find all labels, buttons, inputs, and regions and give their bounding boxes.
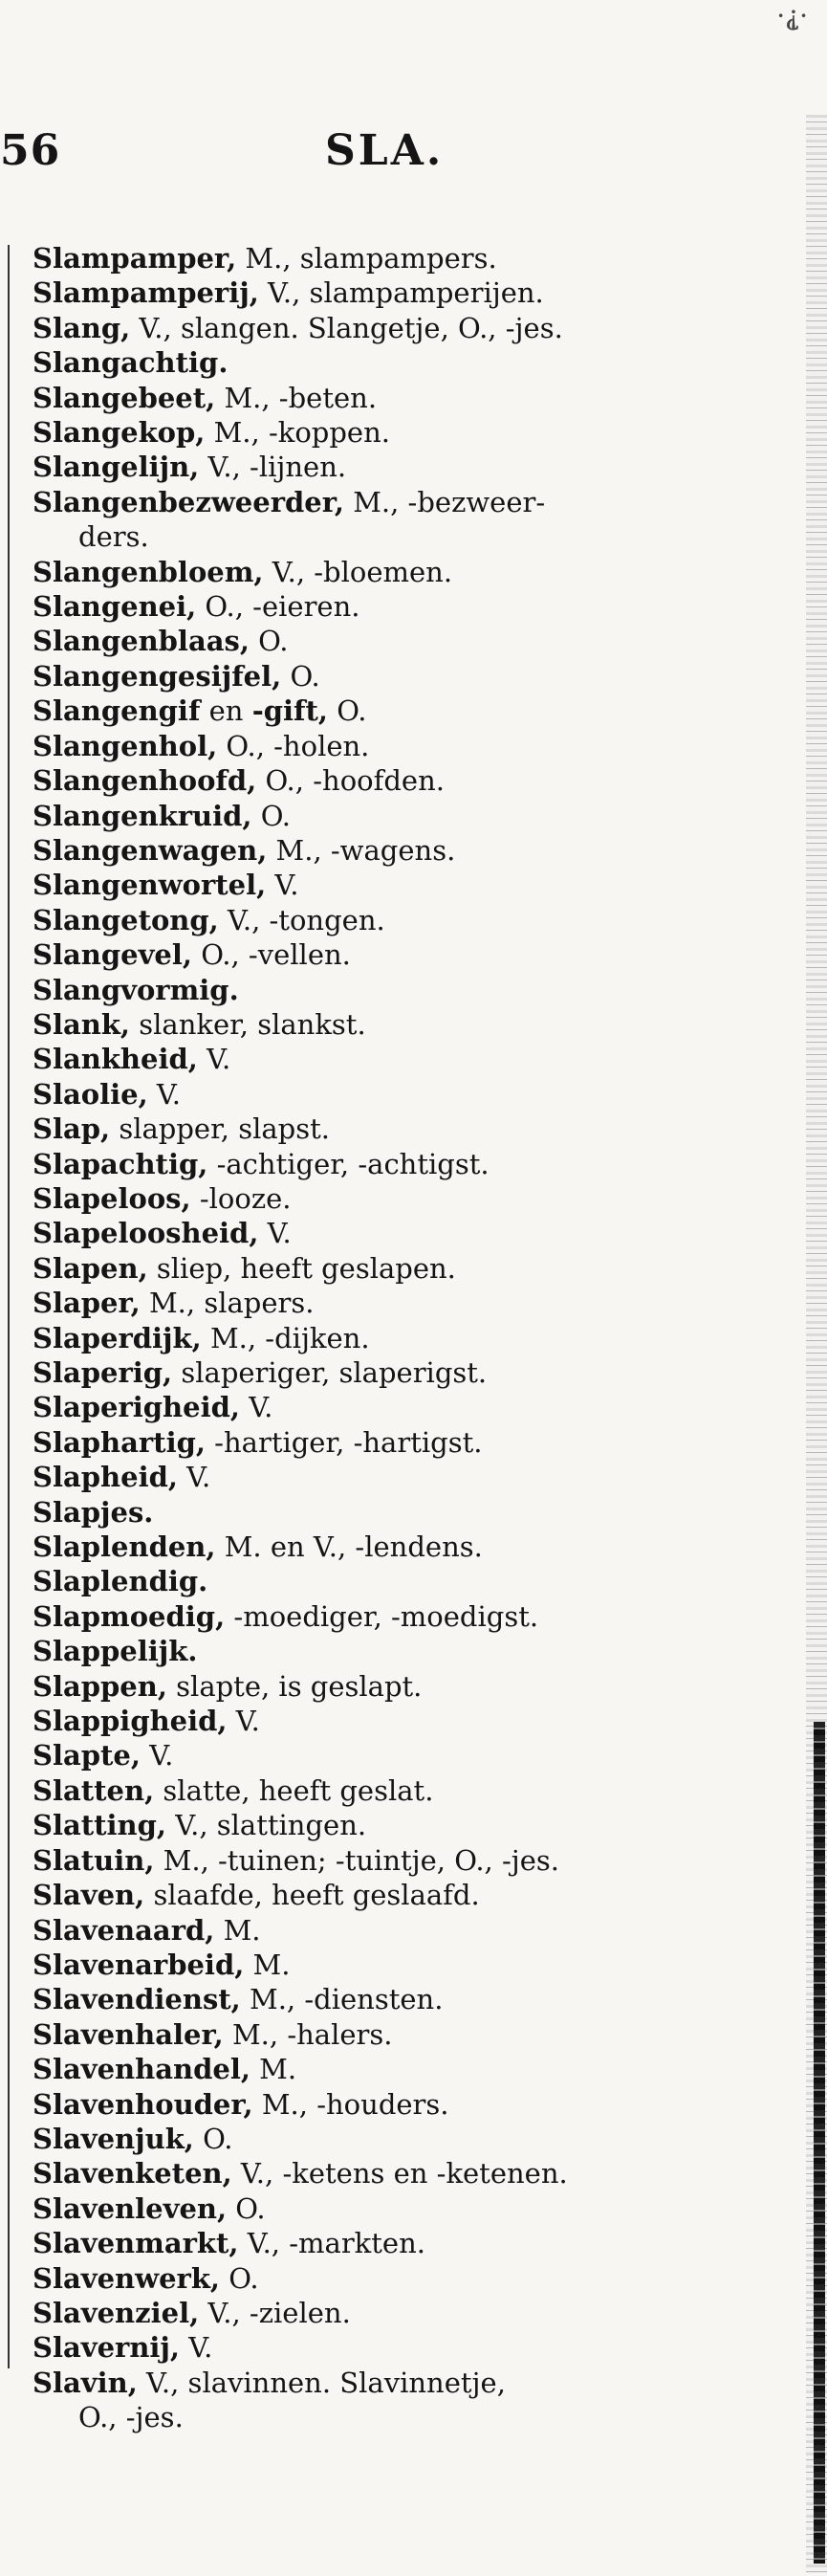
dictionary-entry — [33, 1251, 778, 1286]
entry-definition: -looze. — [190, 1181, 292, 1215]
entry-headword: Slavenaard, — [33, 1913, 215, 1947]
dictionary-entry — [33, 1808, 778, 1842]
entry-definition: O. — [220, 2261, 259, 2295]
entry-headword: Slangengif — [33, 694, 201, 728]
dictionary-entry — [33, 2087, 778, 2122]
entry-headword: Slangenwortel, — [33, 869, 267, 902]
entry-continuation — [33, 2400, 778, 2434]
entry-continuation-text: O., -jes. — [78, 2401, 184, 2434]
dictionary-entry — [33, 2296, 778, 2330]
entry-definition: V. — [197, 1043, 231, 1076]
dictionary-entry — [33, 2226, 778, 2260]
dictionary-entry — [33, 868, 778, 902]
running-head: SLA. — [325, 126, 445, 175]
entry-continuation — [33, 519, 778, 554]
entry-headword: Slangenhoofd, — [33, 764, 257, 798]
dictionary-entry — [33, 2122, 778, 2156]
entry-headword: Slavernij, — [33, 2331, 181, 2365]
entry-headword: Slank, — [33, 1007, 131, 1041]
entry-headword: Slang, — [33, 311, 131, 344]
entry-headword: Slangengesijfel, — [33, 659, 282, 693]
dictionary-entry — [33, 1843, 778, 1878]
dictionary-entry — [33, 2156, 778, 2191]
entry-headword: Slappen, — [33, 1669, 167, 1703]
entry-headword: Slangebeet, — [33, 381, 216, 414]
entry-definition: V. — [147, 1077, 181, 1111]
entry-definition: slapper, slapst. — [110, 1112, 330, 1146]
entry-definition: O. — [193, 2122, 233, 2155]
entry-definition: O., -eieren. — [196, 590, 360, 624]
entry-definition: slanker, slankst. — [130, 1007, 366, 1041]
dictionary-entry — [33, 1321, 778, 1355]
entry-headword: Slapmoedig, — [33, 1599, 226, 1633]
dictionary-entry — [33, 659, 778, 694]
dictionary-entry — [33, 799, 778, 833]
entry-definition: slapte, is geslapt. — [166, 1669, 423, 1703]
entry-headword: Slangvormig. — [33, 973, 239, 1006]
dictionary-entry — [33, 1181, 778, 1216]
entry-headword: Slaperdijk, — [33, 1321, 202, 1354]
entry-headword: Slangetong, — [33, 903, 219, 936]
entry-definition: M., -koppen. — [205, 416, 390, 450]
dictionary-entry — [33, 2330, 778, 2365]
dictionary-entry — [33, 1738, 778, 1772]
dictionary-entry — [33, 1355, 778, 1390]
entry-headword: Slapeloos, — [33, 1181, 191, 1215]
entry-definition: O., -hoofden. — [256, 764, 445, 798]
dictionary-entry — [33, 1112, 778, 1146]
entry-headword: Slangenhol, — [33, 729, 218, 762]
entry-headword: Slatten, — [33, 1773, 155, 1807]
entry-headword: Slap, — [33, 1112, 111, 1146]
entry-definition: -moediger, -moedigst. — [225, 1599, 539, 1633]
dictionary-entry — [33, 2191, 778, 2226]
entry-headword: Slavenhandel, — [33, 2053, 250, 2086]
dictionary-entry — [33, 1564, 778, 1598]
entry-definition: V., slattingen. — [166, 1809, 367, 1842]
entry-definition: V., -ketens en -ketenen. — [231, 2157, 568, 2191]
entry-headword: Slangenbloem, — [33, 555, 264, 588]
dictionary-entry — [33, 311, 778, 345]
entry-definition: V., -tongen. — [218, 903, 385, 936]
dictionary-entry — [33, 903, 778, 937]
entry-headword: Slavenketen, — [33, 2157, 232, 2191]
entry-headword-variant: -gift, — [251, 694, 328, 728]
entry-definition: V., slangen. Slangetje, O., -jes. — [130, 311, 563, 344]
entry-headword: Slangelijn, — [33, 451, 200, 484]
entry-headword: Slangenkruid, — [33, 799, 252, 832]
dictionary-entry — [33, 345, 778, 380]
entry-headword: Slaperig, — [33, 1356, 173, 1389]
dictionary-entry — [33, 381, 778, 415]
page-edge-binding — [814, 1722, 825, 2564]
entry-continuation-text: ders. — [78, 520, 149, 554]
entry-definition: M., -wagens. — [267, 833, 456, 867]
dictionary-entry — [33, 2017, 778, 2052]
entry-definition: V. — [177, 1461, 211, 1494]
entry-headword: Slapjes. — [33, 1495, 154, 1529]
entry-headword: Slangevel, — [33, 938, 192, 972]
page-number: 56 — [0, 126, 61, 175]
entry-headword: Slavenziel, — [33, 2296, 200, 2329]
dictionary-entry — [33, 555, 778, 589]
dictionary-entry — [33, 1704, 778, 1738]
dictionary-entry — [33, 729, 778, 763]
entry-headword: Slavin, — [33, 2366, 138, 2399]
entry-headword: Slangekop, — [33, 416, 206, 450]
entry-headword: Slavenjuk, — [33, 2122, 194, 2155]
entry-headword: Slangenei, — [33, 590, 197, 624]
entry-headword: Slapeloosheid, — [33, 1217, 259, 1250]
entry-definition: V. — [266, 869, 299, 902]
entry-headword: Slapachtig, — [33, 1147, 208, 1180]
dictionary-entry — [33, 1878, 778, 1912]
entry-definition: V. — [227, 1705, 260, 1738]
entry-definition: M. — [244, 1948, 291, 1981]
entry-headword: Slampamper, — [33, 242, 237, 275]
entry-headword: Slatting, — [33, 1809, 167, 1842]
entry-headword: Slaplenden, — [33, 1530, 216, 1564]
entry-definition: slaafde, heeft geslaafd. — [144, 1879, 480, 1912]
dictionary-entry — [33, 2366, 778, 2400]
entry-headword: Slapte, — [33, 1739, 141, 1772]
entry-definition: V., slavinnen. Slavinnetje, — [137, 2366, 506, 2399]
entry-definition: V., -bloemen. — [263, 555, 453, 588]
dictionary-entry — [33, 1634, 778, 1668]
entry-headword: Slappelijk. — [33, 1635, 198, 1668]
dictionary-entry — [33, 1425, 778, 1460]
entry-definition: V. — [258, 1217, 292, 1250]
dictionary-entry — [33, 763, 778, 798]
entry-definition: O. — [249, 625, 289, 658]
entry-headword: Slapheid, — [33, 1461, 178, 1494]
entry-definition: M. — [214, 1913, 261, 1947]
dictionary-entry — [33, 1599, 778, 1634]
entry-headword: Slankheid, — [33, 1043, 198, 1076]
dictionary-entry — [33, 1530, 778, 1564]
dictionary-entry — [33, 1077, 778, 1112]
entry-headword: Slapen, — [33, 1251, 148, 1285]
dictionary-entry — [33, 1982, 778, 2016]
entry-headword: Slangenwagen, — [33, 833, 268, 867]
entry-definition: V., -lijnen. — [199, 451, 347, 484]
dictionary-entry — [33, 624, 778, 658]
entry-headword: Slaper, — [33, 1287, 141, 1320]
dictionary-entry — [33, 833, 778, 868]
dictionary-entry — [33, 1669, 778, 1704]
entry-headword: Slangenbezweerder, — [33, 485, 344, 518]
entry-headword: Slaolie, — [33, 1077, 148, 1111]
dictionary-entry — [33, 1495, 778, 1530]
dictionary-entry — [33, 1948, 778, 1982]
entry-headword: Slappigheid, — [33, 1705, 228, 1738]
entry-definition: slaperiger, slaperigst. — [172, 1356, 488, 1389]
dictionary-entry — [33, 1147, 778, 1181]
entry-definition: O. — [227, 2191, 266, 2225]
corner-mark: ·⸘· — [776, 0, 808, 32]
entry-definition: en — [200, 694, 252, 728]
dictionary-entry — [33, 275, 778, 310]
entry-headword: Slavenwerk, — [33, 2261, 221, 2295]
entry-definition: M., -halers. — [223, 2017, 393, 2051]
entry-definition: -hartiger, -hartigst. — [205, 1425, 483, 1459]
entry-definition: M., -tuinen; -tuintje, O., -jes. — [154, 1843, 560, 1877]
entry-definition: O., -vellen. — [191, 938, 351, 972]
dictionary-entry — [33, 1286, 778, 1320]
dictionary-entry — [33, 415, 778, 450]
entry-headword: Slaplendig. — [33, 1565, 208, 1598]
entry-headword: Slangenblaas, — [33, 625, 250, 658]
entry-definition: V., slampamperijen. — [258, 276, 544, 310]
entry-headword: Slaperigheid, — [33, 1391, 240, 1424]
dictionary-entry — [33, 1042, 778, 1076]
column-rule — [8, 245, 10, 2368]
entry-definition: V., -zielen. — [199, 2296, 351, 2329]
entry-headword: Slavenhouder, — [33, 2087, 253, 2121]
entry-headword: Slavenmarkt, — [33, 2227, 239, 2260]
dictionary-entry — [33, 973, 778, 1007]
entry-definition: -achtiger, -achtigst. — [207, 1147, 490, 1180]
dictionary-entry — [33, 241, 778, 275]
dictionary-entry — [33, 485, 778, 519]
dictionary-entry — [33, 1913, 778, 1948]
entry-definition: O. — [328, 694, 367, 728]
entry-definition: V. — [239, 1391, 273, 1424]
dictionary-entry — [33, 450, 778, 484]
dictionary-entries — [33, 241, 778, 2435]
entry-definition: slatte, heeft geslat. — [154, 1773, 434, 1807]
dictionary-entry — [33, 589, 778, 624]
entry-definition: M., -diensten. — [240, 1983, 444, 2016]
entry-definition: sliep, heeft geslapen. — [147, 1251, 456, 1285]
entry-definition: M. en V., -lendens. — [215, 1530, 483, 1564]
dictionary-entry — [33, 2261, 778, 2296]
entry-definition: M. — [250, 2053, 297, 2086]
entry-headword: Slaphartig, — [33, 1425, 206, 1459]
dictionary-entry — [33, 1216, 778, 1250]
entry-headword: Slavenhaler, — [33, 2017, 224, 2051]
entry-definition: M., -beten. — [215, 381, 378, 414]
entry-definition: O. — [281, 659, 320, 693]
entry-headword: Slavenleven, — [33, 2191, 228, 2225]
entry-definition: V. — [140, 1739, 174, 1772]
entry-headword: Slavendienst, — [33, 1983, 241, 2016]
dictionary-entry — [33, 1460, 778, 1494]
entry-definition: M., slapers. — [140, 1287, 315, 1320]
dictionary-entry — [33, 2052, 778, 2086]
dictionary-entry — [33, 1390, 778, 1424]
dictionary-entry — [33, 1007, 778, 1042]
entry-headword: Slaven, — [33, 1879, 145, 1912]
entry-definition: M., slampampers. — [236, 242, 497, 275]
entry-headword: Slampamperij, — [33, 276, 259, 310]
dictionary-entry — [33, 937, 778, 972]
dictionary-entry — [33, 694, 778, 728]
entry-definition: M., -dijken. — [201, 1321, 370, 1354]
entry-definition: V. — [180, 2331, 213, 2365]
entry-definition: M., -bezweer- — [343, 485, 546, 518]
entry-headword: Slatuin, — [33, 1843, 155, 1877]
entry-definition: M., -houders. — [252, 2087, 449, 2121]
dictionary-entry — [33, 1773, 778, 1808]
entry-headword: Slangachtig. — [33, 346, 229, 380]
entry-definition: O., -holen. — [217, 729, 370, 762]
entry-definition: V., -markten. — [238, 2227, 425, 2260]
entry-definition: O. — [251, 799, 292, 832]
entry-headword: Slavenarbeid, — [33, 1948, 245, 1981]
